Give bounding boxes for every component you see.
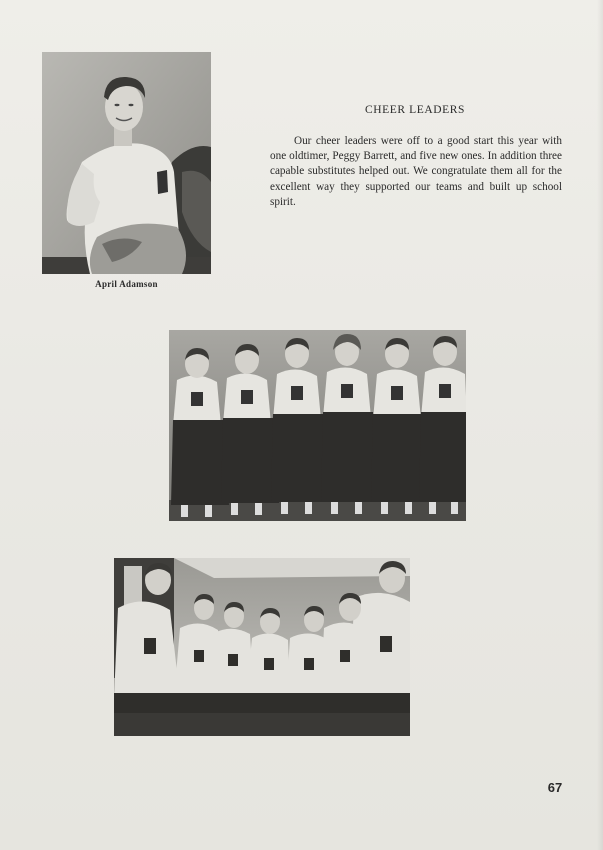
page-number: 67 [547,780,563,795]
portrait-photo [42,52,211,274]
cheerleaders-group-photo [114,558,410,736]
page-title: CHEER LEADERS [364,104,466,116]
portrait-caption: April Adamson [95,279,158,289]
cheerleaders-lineup-photo [169,330,466,521]
article-body: Our cheer leaders were off to a good start this year with one oldtimer, Peggy Barrett, and five new ones. In addition three capable substitutes helped out. We congratulate them all for the excellent way they supported our teams and built up school spirit. [270,135,562,208]
page-edge-shadow [597,0,603,850]
